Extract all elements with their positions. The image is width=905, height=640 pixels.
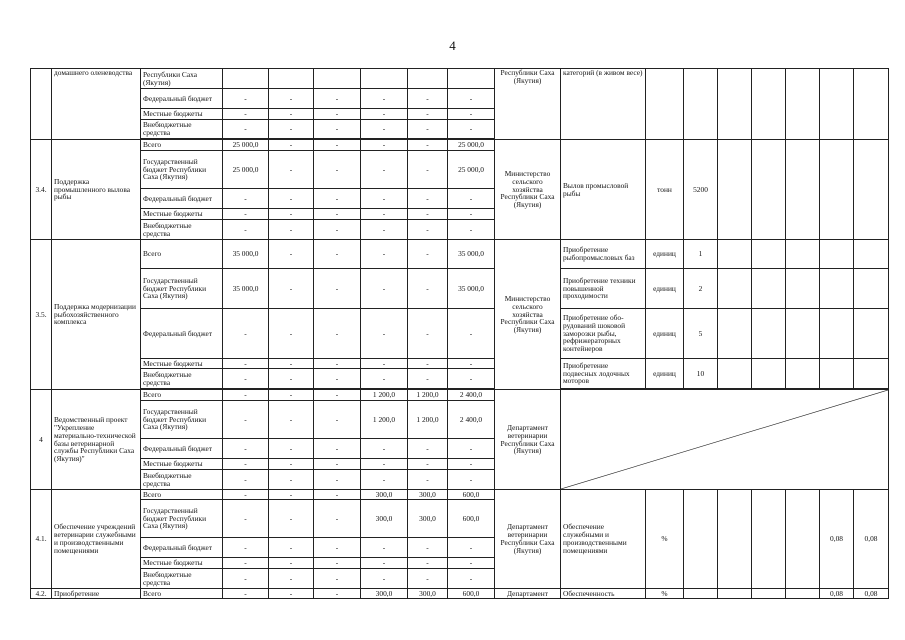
diagonal-line: [561, 390, 888, 489]
source-cell: Местные бюджеты: [141, 558, 223, 569]
executor-cell: Департамент: [495, 589, 561, 599]
executor-cell: Республики Саха (Якутия): [495, 69, 561, 140]
indicator-cell: Приобретение подвесных лодочных моторов: [561, 359, 646, 389]
table-row: 3.4. Поддержка промышленного вылова рыбы Всего 25 000,0 - - - - 25 000,0 Министерство сельского хозяйства Республики Саха (Якутия) Вылов промысловой рыбы тонн 5200: [31, 140, 889, 151]
source-cell: Федеральный бюджет: [141, 89, 223, 109]
table-row: Государственный бюджет Республики Саха (Якутия) 25 000,0 - - - - 25 000,0: [31, 151, 889, 189]
source-cell: Местные бюджеты: [141, 109, 223, 120]
table-row: Внебюджетные средства - - - - - -: [31, 120, 889, 139]
source-cell: Федеральный бюджет: [141, 439, 223, 459]
row-number-cell: 4: [31, 390, 52, 490]
source-cell: Внебюджетные средства: [141, 470, 223, 490]
table-row: Местные бюджеты - - - - - -: [31, 459, 889, 470]
unit-cell: тонн: [646, 140, 684, 240]
source-cell: Государственный бюджет Республики Саха (Якутия): [141, 500, 223, 538]
value-cell: 5200: [684, 140, 718, 240]
measure-name-cell: Ведомственный проект "Укрепление материально-технической базы ветеринарной службы Республики Саха (Якутия)": [52, 390, 141, 490]
unit-cell: единиц: [646, 240, 684, 269]
indicator-cell: категорий (в живом весе): [561, 69, 646, 140]
measure-name-cell: Поддержка промышленного вылова рыбы: [52, 140, 141, 240]
source-cell: Всего: [141, 589, 223, 599]
executor-cell: Министерство сельского хозяйства Республики Саха (Якутия): [495, 140, 561, 240]
page-number: 4: [449, 38, 456, 53]
measure-name-cell: Обеспечение учреждений ветеринарии служебными и производственными помещениями: [52, 490, 141, 589]
source-cell: Местные бюджеты: [141, 359, 223, 369]
value-cell: 0,08: [854, 589, 889, 599]
executor-cell: Департамент ветеринарии Республики Саха (Якутия): [495, 390, 561, 490]
source-cell: Всего: [141, 390, 223, 401]
executor-cell: Министерство сельского хозяйства Республики Саха (Якутия): [495, 240, 561, 390]
row-number-cell: 3.5.: [31, 240, 52, 390]
value-cell: 5: [684, 309, 718, 359]
table-row: Внебюджетные средства - - - - - -: [31, 220, 889, 240]
table-row: Федеральный бюджет - - - - - -: [31, 89, 889, 109]
indicator-cell: Приобретение обо-рудований шоковой заморозки рыбы, рефрижераторных контейнеров: [561, 309, 646, 359]
source-cell: Всего: [141, 490, 223, 500]
source-cell: Федеральный бюджет: [141, 189, 223, 209]
program-financing-table: [30, 68, 889, 599]
table-row: Федеральный бюджет - - - - - - Приобретение обо-рудований шоковой заморозки рыбы, рефрижераторных контейнеров единиц 5: [31, 309, 889, 359]
table-row: 4.2. Приобретение Всего - - - 300,0 300,0 600,0 Департамент Обеспеченность % 0,08 0,08: [31, 589, 889, 599]
row-number-cell: 4.1.: [31, 490, 52, 589]
source-cell: Федеральный бюджет: [141, 309, 223, 359]
row-number-cell: [31, 69, 52, 140]
diagonal-strikeout-cell: [561, 390, 889, 490]
table-row: Местные бюджеты - - - - - -: [31, 209, 889, 220]
table-row: 4 Ведомственный проект "Укрепление материально-технической базы ветеринарной службы Республики Саха (Якутия)" Всего - - - 1 200,0 1 200,0 2 400,0 Департамент ветеринарии Республики Саха (Якутия): [31, 390, 889, 401]
source-cell: Внебюджетные средства: [141, 220, 223, 240]
value-cell: 0,08: [820, 589, 854, 599]
indicator-cell: Вылов промысловой рыбы: [561, 140, 646, 240]
row-number-cell: 4.2.: [31, 589, 52, 599]
table-row: Государственный бюджет Республики Саха (Якутия) 35 000,0 - - - - 35 000,0 Приобретение техники повышенной проходимости единиц 2: [31, 269, 889, 309]
table-row: Федеральный бюджет - - - - - -: [31, 189, 889, 209]
table-row: Внебюджетные средства - - - - - -: [31, 470, 889, 490]
table-row: Местные бюджеты - - - - - -: [31, 558, 889, 569]
table-row: Местные бюджеты - - - - - - Приобретение подвесных лодочных моторов единиц 10: [31, 359, 889, 369]
table-row: Федеральный бюджет - - - - - -: [31, 439, 889, 459]
table-row: Федеральный бюджет - - - - - -: [31, 538, 889, 558]
indicator-cell: Обеспеченность: [561, 589, 646, 599]
measure-name-cell: Приобретение: [52, 589, 141, 599]
unit-cell: единиц: [646, 359, 684, 389]
source-cell: Внебюджетные средства: [141, 369, 223, 389]
unit-cell: единиц: [646, 309, 684, 359]
unit-cell: единиц: [646, 269, 684, 309]
measure-name-cell: Поддержка модернизации рыбохозяйственного комплекса: [52, 240, 141, 390]
indicator-cell: Обеспечение служебными и производственными помещениями: [561, 490, 646, 589]
value-cell: 0,08: [820, 490, 854, 589]
table-row: 3.5. Поддержка модернизации рыбохозяйственного комплекса Всего 35 000,0 - - - - 35 000,0 Министерство сельского хозяйства Республики Саха (Якутия) Приобретение рыбопромысловых баз единиц 1: [31, 240, 889, 269]
source-cell: Республики Саха (Якутия): [141, 69, 223, 89]
unit-cell: %: [646, 589, 684, 599]
source-cell: Всего: [141, 140, 223, 151]
source-cell: Федеральный бюджет: [141, 538, 223, 558]
table-row: Внебюджетные средства - - - - - -: [31, 569, 889, 589]
source-cell: Местные бюджеты: [141, 459, 223, 470]
measure-name-cell: домашнего оленеводства: [52, 69, 141, 140]
source-cell: Всего: [141, 240, 223, 269]
source-cell: Государственный бюджет Республики Саха (Якутия): [141, 269, 223, 309]
unit-cell: %: [646, 490, 684, 589]
value-cell: 1: [684, 240, 718, 269]
source-cell: Государственный бюджет Республики Саха (Якутия): [141, 151, 223, 189]
source-cell: Внебюджетные средства: [141, 120, 223, 139]
executor-cell: Департамент ветеринарии Республики Саха (Якутия): [495, 490, 561, 589]
indicator-cell: Приобретение техники повышенной проходимости: [561, 269, 646, 309]
source-cell: Внебюджетные средства: [141, 569, 223, 589]
table-row: 4.1. Обеспечение учреждений ветеринарии служебными и производственными помещениями Всего - - - 300,0 300,0 600,0 Департамент ветеринарии Республики Саха (Якутия) Обеспечение служебными и производственными помещениями % 0,08 0,08: [31, 490, 889, 500]
source-cell: Местные бюджеты: [141, 209, 223, 220]
source-cell: Государственный бюджет Республики Саха (Якутия): [141, 401, 223, 439]
indicator-cell: Приобретение рыбопромысловых баз: [561, 240, 646, 269]
table-row: [31, 69, 889, 89]
value-cell: 10: [684, 359, 718, 389]
table-row: Государственный бюджет Республики Саха (Якутия) - - - 1 200,0 1 200,0 2 400,0: [31, 401, 889, 439]
table-row: Государственный бюджет Республики Саха (Якутия) - - - 300,0 300,0 600,0: [31, 500, 889, 538]
value-cell: 2: [684, 269, 718, 309]
table-row: Внебюджетные средства - - - - - -: [31, 369, 889, 389]
table-row: Местные бюджеты - - - - - -: [31, 109, 889, 120]
value-cell: 0,08: [854, 490, 889, 589]
row-number-cell: 3.4.: [31, 140, 52, 240]
